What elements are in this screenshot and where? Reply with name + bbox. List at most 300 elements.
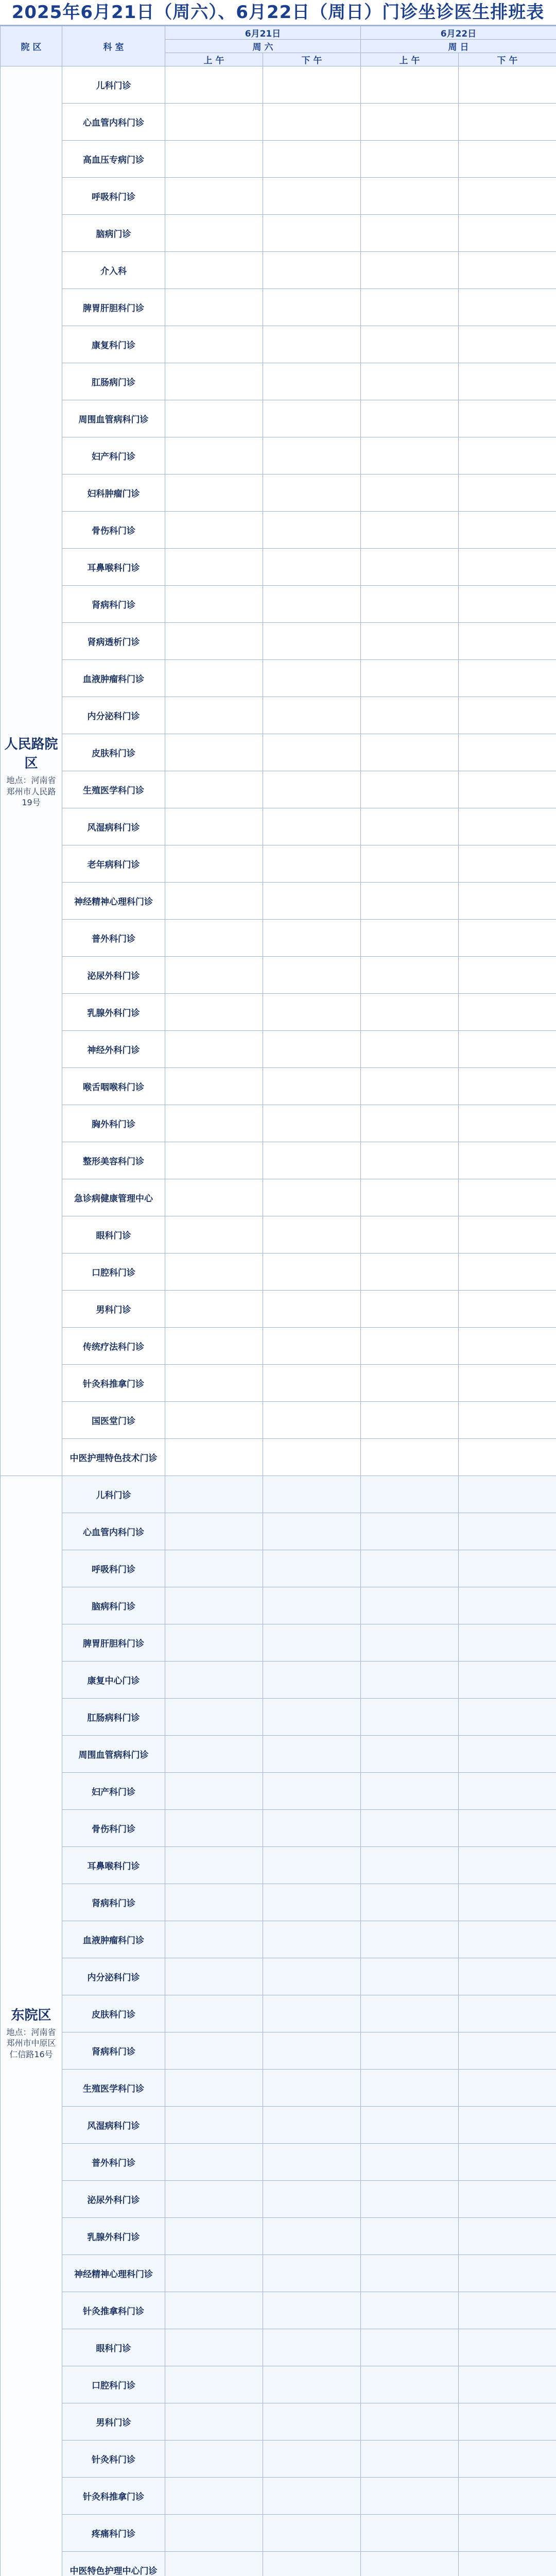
doctor-cell [263,957,361,994]
doctor-cell [263,437,361,474]
department-name: 康复中心门诊 [62,1662,165,1699]
col-header-day2-pm: 下 午 [459,53,556,66]
doctor-cell [165,697,263,734]
table-row [1,2552,556,2576]
doctor-cell [263,2403,361,2441]
doctor-cell [263,2366,361,2403]
doctor-cell [263,1365,361,1402]
doctor-cell [459,994,556,1031]
table-row [1,2292,556,2329]
doctor-cell [165,1736,263,1773]
doctor-cell [361,1699,459,1736]
table-row [1,2329,556,2366]
table-row [1,1847,556,1884]
doctor-cell [165,1031,263,1068]
table-row [1,2144,556,2181]
doctor-cell [459,1513,556,1550]
department-name: 内分泌科门诊 [62,1958,165,1995]
doctor-cell [263,1884,361,1921]
table-row [1,2255,556,2292]
doctor-cell [361,512,459,549]
department-name: 介入科 [62,252,165,289]
doctor-cell [165,2181,263,2218]
table-row [1,1587,556,1624]
doctor-cell [361,1365,459,1402]
doctor-cell [361,697,459,734]
doctor-cell [459,2478,556,2515]
doctor-cell [165,1662,263,1699]
doctor-cell [165,104,263,141]
doctor-cell [263,2070,361,2107]
table-row [1,845,556,883]
doctor-cell [459,697,556,734]
table-row [1,1995,556,2032]
campus-name: 东院区 [11,2007,51,2023]
doctor-cell [263,1810,361,1847]
department-name: 心血管内科门诊 [62,1513,165,1550]
doctor-cell [361,2292,459,2329]
department-name: 神经外科门诊 [62,1031,165,1068]
department-name: 脾胃肝胆科门诊 [62,1624,165,1662]
schedule-table [0,26,556,2576]
doctor-cell [459,178,556,215]
table-row [1,1662,556,1699]
department-name: 针灸推拿科门诊 [62,2292,165,2329]
doctor-cell [459,1921,556,1958]
department-name: 周围血管病科门诊 [62,1736,165,1773]
col-header-dept: 科 室 [62,26,165,66]
doctor-cell [361,2366,459,2403]
doctor-cell [263,400,361,437]
doctor-cell [165,1921,263,1958]
table-row [1,623,556,660]
table-row [1,1068,556,1105]
doctor-cell [459,1995,556,2032]
table-row [1,1142,556,1179]
department-name: 康复科门诊 [62,326,165,363]
table-row [1,66,556,104]
doctor-cell [459,734,556,771]
table-row [1,1253,556,1291]
doctor-cell [459,289,556,326]
table-row [1,178,556,215]
department-name: 骨伤科门诊 [62,1810,165,1847]
doctor-cell [263,1402,361,1439]
doctor-cell [459,1624,556,1662]
doctor-cell [263,2032,361,2070]
doctor-cell [459,215,556,252]
doctor-cell [263,474,361,512]
doctor-cell [361,289,459,326]
doctor-cell [459,437,556,474]
doctor-cell [263,2292,361,2329]
department-name: 脾胃肝胆科门诊 [62,289,165,326]
department-name: 疼痛科门诊 [62,2515,165,2552]
doctor-cell [459,2292,556,2329]
department-name: 中医护理特色技术门诊 [62,1439,165,1476]
doctor-cell [263,697,361,734]
department-name: 肾病科门诊 [62,586,165,623]
doctor-cell [361,2070,459,2107]
doctor-cell [361,1179,459,1216]
doctor-cell [361,1847,459,1884]
doctor-cell [165,2515,263,2552]
table-row [1,1921,556,1958]
doctor-cell [361,1810,459,1847]
department-name: 乳腺外科门诊 [62,2218,165,2255]
doctor-cell [459,808,556,845]
table-row [1,734,556,771]
department-name: 皮肤科门诊 [62,1995,165,2032]
department-name: 针灸科推拿门诊 [62,2478,165,2515]
page-title: 2025年6月21日（周六）、6月22日（周日）门诊坐诊医生排班表 [0,0,556,26]
doctor-cell [165,2366,263,2403]
col-header-day1-weekday: 周 六 [165,40,361,53]
doctor-cell [459,2070,556,2107]
campus-name: 人民路院区 [4,737,58,772]
table-row [1,2181,556,2218]
campus-address: 地点：河南省郑州市中原区仁信路16号 [6,2027,56,2059]
doctor-cell [165,1550,263,1587]
doctor-cell [361,474,459,512]
doctor-cell [165,549,263,586]
doctor-cell [459,2255,556,2292]
doctor-cell [361,549,459,586]
department-name: 周围血管病科门诊 [62,400,165,437]
table-row [1,1476,556,1513]
doctor-cell [165,1884,263,1921]
doctor-cell [361,1921,459,1958]
doctor-cell [361,1662,459,1699]
doctor-cell [459,2107,556,2144]
table-row [1,1699,556,1736]
doctor-cell [361,1773,459,1810]
department-name: 风湿病科门诊 [62,808,165,845]
doctor-cell [165,2255,263,2292]
table-row [1,1624,556,1662]
doctor-cell [165,326,263,363]
department-name: 耳鼻喉科门诊 [62,549,165,586]
doctor-cell [263,1736,361,1773]
doctor-cell [459,883,556,920]
table-row [1,141,556,178]
department-name: 泌尿外科门诊 [62,957,165,994]
doctor-cell [459,252,556,289]
doctor-cell [263,2515,361,2552]
doctor-cell [165,1995,263,2032]
doctor-cell [263,623,361,660]
table-row [1,512,556,549]
doctor-cell [459,1736,556,1773]
doctor-cell [361,1587,459,1624]
table-row [1,1179,556,1216]
doctor-cell [361,734,459,771]
doctor-cell [263,1439,361,1476]
doctor-cell [361,845,459,883]
table-row [1,474,556,512]
table-row [1,1216,556,1253]
doctor-cell [263,1773,361,1810]
doctor-cell [165,1068,263,1105]
department-name: 妇产科门诊 [62,437,165,474]
doctor-cell [165,289,263,326]
doctor-cell [459,1699,556,1736]
doctor-cell [459,2515,556,2552]
department-name: 喉舌咽喉科门诊 [62,1068,165,1105]
doctor-cell [361,363,459,400]
department-name: 国医堂门诊 [62,1402,165,1439]
department-name: 中医特色护理中心门诊 [62,2552,165,2576]
table-row [1,400,556,437]
doctor-cell [459,845,556,883]
doctor-cell [361,1513,459,1550]
doctor-cell [459,2403,556,2441]
department-name: 风湿病科门诊 [62,2107,165,2144]
doctor-cell [361,1624,459,1662]
department-name: 内分泌科门诊 [62,697,165,734]
doctor-cell [263,994,361,1031]
doctor-cell [263,2552,361,2576]
doctor-cell [165,1402,263,1439]
table-row [1,920,556,957]
doctor-cell [361,1439,459,1476]
doctor-cell [263,2144,361,2181]
doctor-cell [459,1031,556,1068]
department-name: 传统疗法科门诊 [62,1328,165,1365]
department-name: 妇产科门诊 [62,1773,165,1810]
department-name: 高血压专病门诊 [62,141,165,178]
table-row [1,586,556,623]
doctor-cell [459,1810,556,1847]
doctor-cell [165,1587,263,1624]
department-name: 呼吸科门诊 [62,1550,165,1587]
doctor-cell [263,1142,361,1179]
doctor-cell [263,1513,361,1550]
doctor-cell [165,623,263,660]
doctor-cell [165,1179,263,1216]
table-row [1,2070,556,2107]
doctor-cell [361,2107,459,2144]
col-header-day2-am: 上 午 [361,53,459,66]
table-row [1,1031,556,1068]
table-row [1,2218,556,2255]
doctor-cell [165,1105,263,1142]
doctor-cell [165,474,263,512]
doctor-cell [165,2329,263,2366]
doctor-cell [459,1253,556,1291]
table-row [1,215,556,252]
doctor-cell [361,1291,459,1328]
department-name: 针灸科门诊 [62,2441,165,2478]
doctor-cell [263,326,361,363]
doctor-cell [361,2144,459,2181]
doctor-cell [263,2218,361,2255]
doctor-cell [361,1328,459,1365]
doctor-cell [165,1476,263,1513]
table-row [1,1958,556,1995]
doctor-cell [459,1884,556,1921]
doctor-cell [165,771,263,808]
department-name: 泌尿外科门诊 [62,2181,165,2218]
doctor-cell [165,512,263,549]
department-name: 眼科门诊 [62,2329,165,2366]
doctor-cell [459,771,556,808]
doctor-cell [459,623,556,660]
doctor-cell [165,1847,263,1884]
table-row [1,1365,556,1402]
doctor-cell [361,1476,459,1513]
doctor-cell [361,1958,459,1995]
doctor-cell [165,2218,263,2255]
doctor-cell [361,2032,459,2070]
doctor-cell [361,2478,459,2515]
campus-address: 地点：河南省郑州市人民路19号 [6,775,56,808]
table-row [1,883,556,920]
department-name: 血液肿瘤科门诊 [62,1921,165,1958]
doctor-cell [263,1995,361,2032]
doctor-cell [361,2329,459,2366]
doctor-cell [263,1624,361,1662]
doctor-cell [361,808,459,845]
doctor-cell [361,920,459,957]
doctor-cell [263,586,361,623]
doctor-cell [263,1291,361,1328]
department-name: 普外科门诊 [62,920,165,957]
department-name: 肛肠病门诊 [62,363,165,400]
department-name: 脑病科门诊 [62,1587,165,1624]
doctor-cell [361,883,459,920]
doctor-cell [165,957,263,994]
col-header-day2-weekday: 周 日 [361,40,556,53]
doctor-cell [263,289,361,326]
table-row [1,771,556,808]
doctor-cell [361,2218,459,2255]
doctor-cell [165,1624,263,1662]
doctor-cell [263,845,361,883]
campus-cell [1,1476,62,2576]
doctor-cell [459,326,556,363]
doctor-cell [263,808,361,845]
doctor-cell [165,2552,263,2576]
doctor-cell [165,1216,263,1253]
doctor-cell [361,1995,459,2032]
department-name: 骨伤科门诊 [62,512,165,549]
doctor-cell [165,883,263,920]
department-name: 肛肠病科门诊 [62,1699,165,1736]
doctor-cell [361,252,459,289]
doctor-cell [459,141,556,178]
department-name: 神经精神心理科门诊 [62,2255,165,2292]
doctor-cell [263,178,361,215]
doctor-cell [263,734,361,771]
table-row [1,2403,556,2441]
doctor-cell [459,104,556,141]
doctor-cell [263,2441,361,2478]
doctor-cell [459,2181,556,2218]
doctor-cell [165,2403,263,2441]
table-row [1,1105,556,1142]
doctor-cell [165,920,263,957]
doctor-cell [361,994,459,1031]
department-name: 神经精神心理科门诊 [62,883,165,920]
department-name: 心血管内科门诊 [62,104,165,141]
doctor-cell [459,920,556,957]
doctor-cell [361,2441,459,2478]
doctor-cell [361,326,459,363]
doctor-cell [165,178,263,215]
doctor-cell [459,474,556,512]
table-row [1,289,556,326]
doctor-cell [459,1179,556,1216]
doctor-cell [165,2070,263,2107]
doctor-cell [459,2144,556,2181]
doctor-cell [263,2329,361,2366]
doctor-cell [361,1253,459,1291]
doctor-cell [459,2366,556,2403]
table-row [1,1773,556,1810]
table-row [1,104,556,141]
doctor-cell [263,215,361,252]
doctor-cell [361,1736,459,1773]
doctor-cell [263,920,361,957]
doctor-cell [263,883,361,920]
col-header-day1-date: 6月21日 [165,26,361,40]
doctor-cell [361,66,459,104]
doctor-cell [263,512,361,549]
doctor-cell [361,437,459,474]
table-row [1,252,556,289]
doctor-cell [459,2552,556,2576]
table-row [1,1439,556,1476]
department-name: 皮肤科门诊 [62,734,165,771]
doctor-cell [263,1847,361,1884]
doctor-cell [361,771,459,808]
doctor-cell [263,660,361,697]
doctor-cell [459,1365,556,1402]
table-row [1,1291,556,1328]
doctor-cell [361,400,459,437]
doctor-cell [361,2181,459,2218]
table-row [1,2478,556,2515]
doctor-cell [165,734,263,771]
col-header-day1-pm: 下 午 [263,53,361,66]
table-row [1,660,556,697]
department-name: 耳鼻喉科门诊 [62,1847,165,1884]
doctor-cell [165,363,263,400]
table-row [1,808,556,845]
campus-cell [1,66,62,1476]
doctor-cell [459,1847,556,1884]
doctor-cell [263,1662,361,1699]
doctor-cell [263,66,361,104]
doctor-cell [263,2107,361,2144]
doctor-cell [165,1699,263,1736]
doctor-cell [361,1105,459,1142]
doctor-cell [361,957,459,994]
department-name: 呼吸科门诊 [62,178,165,215]
department-name: 急诊病健康管理中心 [62,1179,165,1216]
table-row [1,1513,556,1550]
table-row [1,994,556,1031]
doctor-cell [165,1253,263,1291]
doctor-cell [361,178,459,215]
doctor-cell [459,1662,556,1699]
doctor-cell [459,1105,556,1142]
doctor-cell [361,215,459,252]
department-name: 儿科门诊 [62,1476,165,1513]
doctor-cell [361,141,459,178]
doctor-cell [459,957,556,994]
